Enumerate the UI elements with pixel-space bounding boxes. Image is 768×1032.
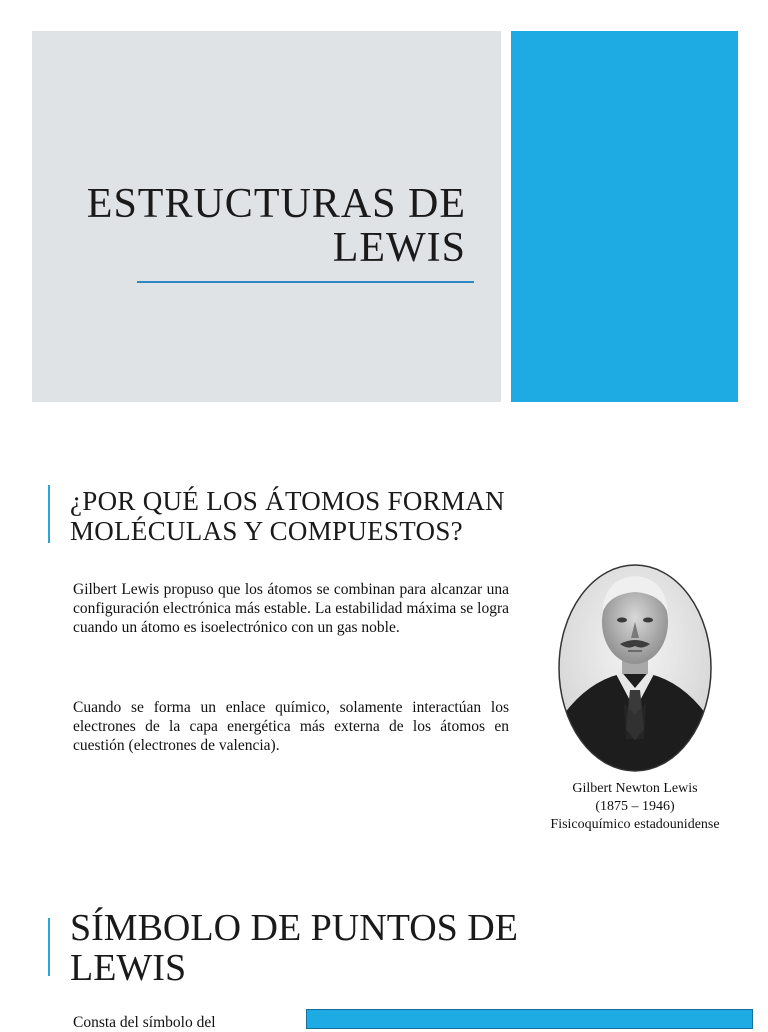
title-underline [137,281,474,283]
title-slide-accent-panel [511,31,738,402]
caption-years: (1875 – 1946) [595,799,675,814]
slide-title-line-1: ESTRUCTURAS DE [86,181,466,227]
portrait-caption [535,780,735,834]
caption-name: Gilbert Newton Lewis [572,781,698,796]
blue-content-box [306,1009,753,1029]
portrait-photo-icon [558,564,712,772]
section-heading-lewis-dot-symbol [70,908,630,988]
heading-line-1: ¿POR QUÉ LOS ÁTOMOS FORMAN [70,486,505,516]
slide-title [46,182,466,270]
heading-line-1: SÍMBOLO DE PUNTOS DE [70,907,518,949]
paragraph-valence-electrons: Cuando se forma un enlace químico, solamente interactúan los electrones de la capa energética más externa de los átomos en cuestión (electrones de valencia). [73,699,509,754]
slide-title-line-2: LEWIS [332,225,466,271]
section-heading-why-atoms [70,486,590,546]
heading-accent-bar [48,485,50,543]
heading-line-2: LEWIS [70,947,187,989]
paragraph-dot-symbol-intro: Consta del símbolo del [73,1014,216,1031]
heading-line-2: MOLÉCULAS Y COMPUESTOS? [70,516,463,546]
caption-role: Fisicoquímico estadounidense [550,817,720,832]
paragraph-lewis-proposal: Gilbert Lewis propuso que los átomos se combinan para alcanzar una configuración electrónica más estable. La estabilidad máxima se logra cuando un átomo es isoelectrónico con un gas noble. [73,581,509,636]
heading-accent-bar [48,918,50,976]
